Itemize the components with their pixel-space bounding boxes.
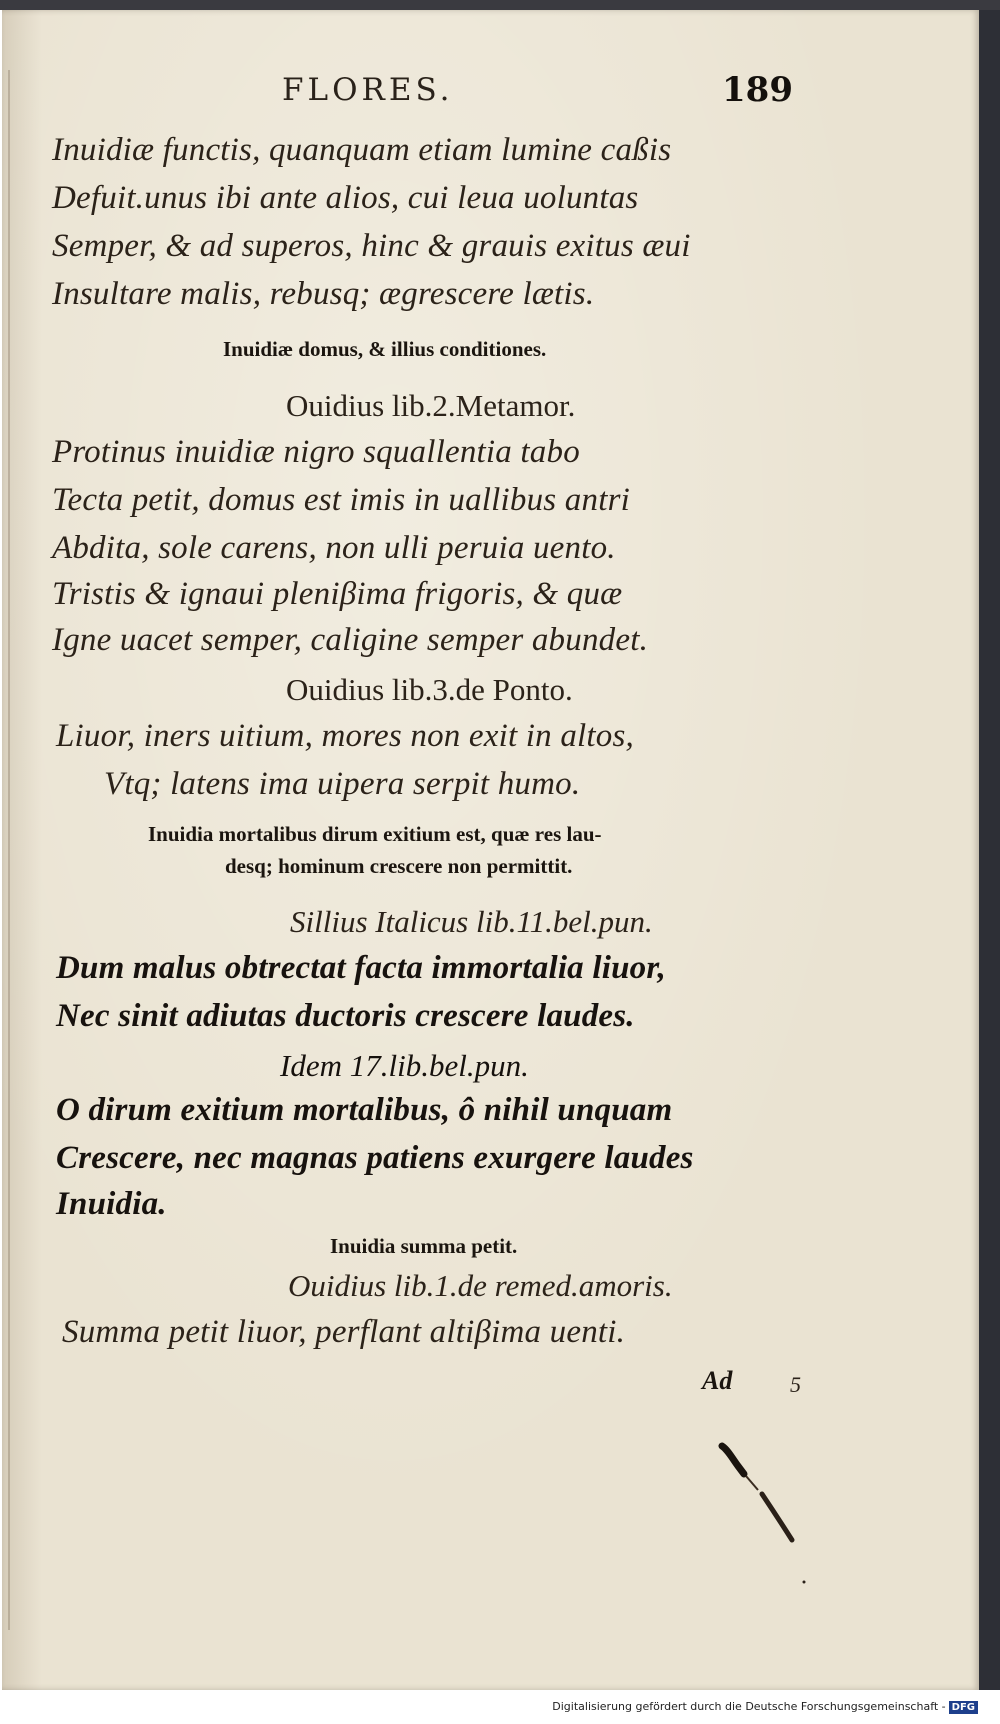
verse-line: Protinus inuidiæ nigro squallentia tabo xyxy=(52,434,580,470)
dfg-logo: DFG xyxy=(949,1701,978,1714)
verse-line: Insultare malis, rebusq; ægrescere lætis. xyxy=(52,276,595,312)
verse-line: Abdita, sole carens, non ulli peruia uento. xyxy=(52,530,616,566)
section-heading: Inuidia mortalibus dirum exitium est, quæ res lau- xyxy=(148,822,602,846)
digitization-footer xyxy=(552,1700,978,1714)
verse-line: Nec sinit adiutas ductoris crescere laudes. xyxy=(56,998,635,1034)
catchword: Ad xyxy=(702,1366,733,1395)
top-scan-border xyxy=(0,0,1000,10)
ink-stain xyxy=(700,1440,820,1600)
verse-line: Dum malus obtrectat facta immortalia liuor, xyxy=(56,950,666,986)
verse-line: Tecta petit, domus est imis in uallibus antri xyxy=(52,482,630,518)
section-heading: desq; hominum crescere non permittit. xyxy=(225,854,573,878)
verse-line: Crescere, nec magnas patiens exurgere laudes xyxy=(56,1140,694,1176)
verse-line: O dirum exitium mortalibus, ô nihil unquam xyxy=(56,1092,673,1128)
verse-line: Defuit.unus ibi ante alios, cui leua uoluntas xyxy=(52,180,639,216)
verse-line: Igne uacet semper, caligine semper abundet. xyxy=(52,622,649,658)
section-heading: Inuidia summa petit. xyxy=(330,1234,518,1258)
source-citation: Ouidius lib.3.de Ponto. xyxy=(286,672,573,707)
verse-line: Inuidia. xyxy=(56,1186,167,1222)
verse-line: Liuor, iners uitium, mores non exit in altos, xyxy=(56,718,634,754)
verse-line: Semper, & ad superos, hinc & grauis exitus æui xyxy=(52,228,691,264)
signature-mark: 5 xyxy=(790,1372,801,1397)
gutter-shadow xyxy=(8,70,10,1630)
source-citation: Ouidius lib.1.de remed.amoris. xyxy=(288,1268,673,1303)
verse-line: Tristis & ignaui pleniβima frigoris, & quæ xyxy=(52,576,623,612)
section-heading: Inuidiæ domus, & illius conditiones. xyxy=(223,337,547,361)
source-citation: Ouidius lib.2.Metamor. xyxy=(286,388,576,423)
footer-text: Digitalisierung gefördert durch die Deutsche Forschungsgemeinschaft - xyxy=(552,1700,946,1713)
source-citation: Sillius Italicus lib.11.bel.pun. xyxy=(290,904,653,939)
running-title: FLORES. xyxy=(282,72,454,108)
source-citation: Idem 17.lib.bel.pun. xyxy=(280,1048,529,1083)
verse-line: Vtq; latens ima uipera serpit humo. xyxy=(104,766,581,802)
verse-line: Summa petit liuor, perflant altiβima uenti. xyxy=(62,1314,626,1350)
page-number: 189 xyxy=(722,70,793,110)
verse-line: Inuidiæ functis, quanquam etiam lumine caßis xyxy=(52,132,672,168)
right-scan-border xyxy=(979,10,1000,1690)
